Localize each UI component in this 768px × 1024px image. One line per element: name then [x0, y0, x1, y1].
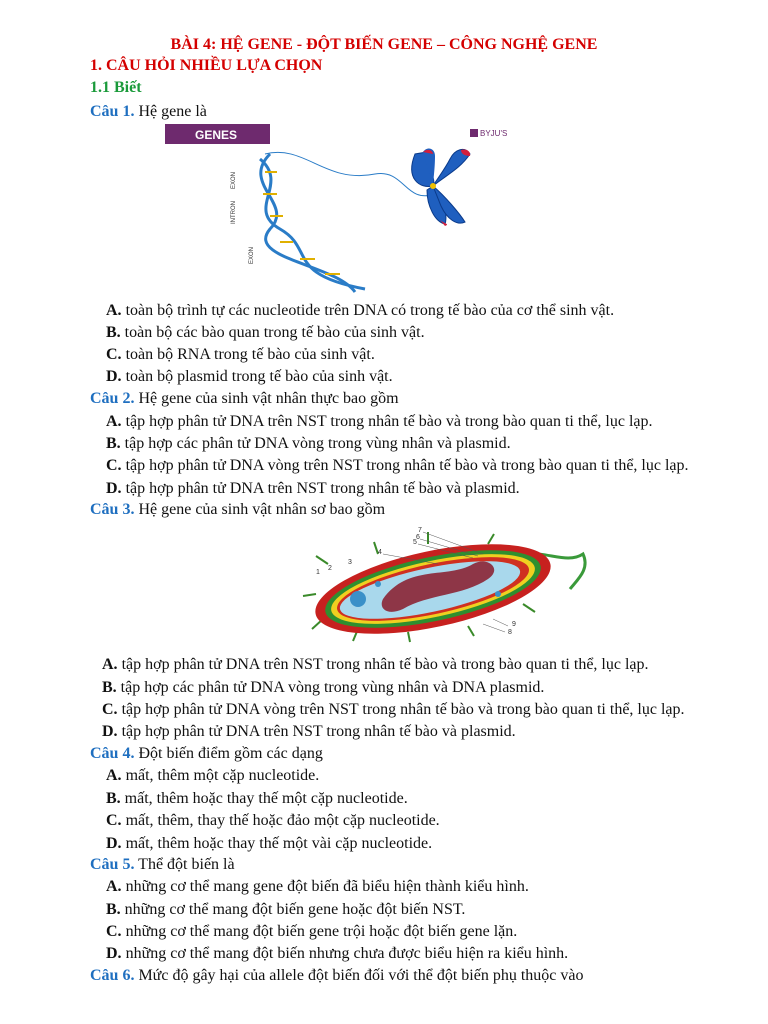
question-6: Câu 6. Mức độ gây hại của allele đột biến đối với thể đột biến phụ thuộc vào: [90, 967, 584, 984]
subsection-heading: 1.1 Biết: [90, 79, 142, 96]
question-text: Hệ gene là: [138, 103, 207, 120]
chromosome-icon: [412, 149, 470, 226]
cell-label-5: 5: [413, 539, 417, 546]
cell-label-1: 1: [316, 569, 320, 576]
dna-helix-icon: [260, 152, 435, 292]
cell-label-8: 8: [508, 629, 512, 636]
exon-label-2: EXON: [249, 246, 255, 264]
cell-label-2: 2: [328, 565, 332, 572]
bacteria-cell-figure: [298, 524, 598, 644]
option-5a[interactable]: A. những cơ thể mang gene đột biến đã biểu hiện thành kiểu hình.: [106, 878, 529, 895]
question-1: [90, 103, 207, 121]
cell-label-6: 6: [416, 534, 420, 541]
option-1a[interactable]: A. toàn bộ trình tự các nucleotide trên DNA có trong tế bào của cơ thể sinh vật.: [106, 302, 615, 319]
question-2: Câu 2. Hệ gene của sinh vật nhân thực bao gồm: [90, 390, 399, 407]
exon-label: EXON: [231, 171, 237, 189]
option-3c[interactable]: C. tập hợp phân tử DNA vòng trên NST trong nhân tế bào và trong bào quan ti thể, lục lạp.: [102, 701, 685, 718]
cell-label-9: 9: [512, 621, 516, 628]
brand-name: BYJU'S: [480, 129, 508, 138]
question-4: Câu 4. Đột biến điểm gồm các dạng: [90, 745, 323, 762]
option-3b[interactable]: B. tập hợp các phân tử DNA vòng trong vùng nhân và DNA plasmid.: [102, 679, 545, 696]
cell-label-4: 4: [378, 549, 382, 556]
option-1d[interactable]: D. toàn bộ plasmid trong tế bào của sinh vật.: [106, 368, 393, 385]
option-2c[interactable]: C. tập hợp phân tử DNA vòng trên NST trong nhân tế bào và trong bào quan ti thể, lục lạp.: [106, 457, 689, 474]
option-3d[interactable]: D. tập hợp phân tử DNA trên NST trong nhân tế bào và plasmid.: [102, 723, 516, 740]
brand-logo-icon: [470, 129, 478, 137]
option-2d[interactable]: D. tập hợp phân tử DNA trên NST trong nhân tế bào và plasmid.: [106, 480, 520, 497]
option-2a[interactable]: A. tập hợp phân tử DNA trên NST trong nhân tế bào và trong bào quan ti thể, lục lạp.: [106, 413, 653, 430]
option-4a[interactable]: A. mất, thêm một cặp nucleotide.: [106, 767, 320, 784]
option-1b[interactable]: B. toàn bộ các bào quan trong tế bào của sinh vật.: [106, 324, 425, 341]
option-1c[interactable]: C. toàn bộ RNA trong tế bào của sinh vật.: [106, 346, 375, 363]
option-4d[interactable]: D. mất, thêm hoặc thay thế một vài cặp nucleotide.: [106, 835, 433, 852]
genes-figure: [165, 124, 525, 294]
bacteria-cell-icon: [303, 527, 585, 644]
intron-label: INTRON: [231, 201, 237, 224]
option-5b[interactable]: B. những cơ thể mang đột biến gene hoặc đột biến NST.: [106, 901, 466, 918]
option-3a[interactable]: A. tập hợp phân tử DNA trên NST trong nhân tế bào và trong bào quan ti thể, lục lạp.: [102, 656, 649, 673]
question-number: Câu 1.: [90, 103, 135, 120]
section-heading: 1. CÂU HỎI NHIỀU LỰA CHỌN: [90, 57, 323, 74]
option-4b[interactable]: B. mất, thêm hoặc thay thế một cặp nucleotide.: [106, 790, 408, 807]
cell-label-7: 7: [418, 527, 422, 534]
option-5c[interactable]: C. những cơ thể mang đột biến gene trội hoặc đột biến gene lặn.: [106, 923, 518, 940]
option-4c[interactable]: C. mất, thêm, thay thế hoặc đảo một cặp nucleotide.: [106, 812, 440, 829]
question-3: Câu 3. Hệ gene của sinh vật nhân sơ bao gồm: [90, 501, 386, 518]
genes-banner-text: GENES: [195, 128, 238, 142]
option-5d[interactable]: D. những cơ thể mang đột biến nhưng chưa được biểu hiện ra kiểu hình.: [106, 945, 569, 962]
option-2b[interactable]: B. tập hợp các phân tử DNA vòng trong vùng nhân và plasmid.: [106, 435, 511, 452]
cell-label-3: 3: [348, 559, 352, 566]
question-5: Câu 5. Thể đột biến là: [90, 856, 235, 873]
lesson-title: BÀI 4: HỆ GENE - ĐỘT BIẾN GENE – CÔNG NGHỆ GENE: [170, 36, 598, 53]
